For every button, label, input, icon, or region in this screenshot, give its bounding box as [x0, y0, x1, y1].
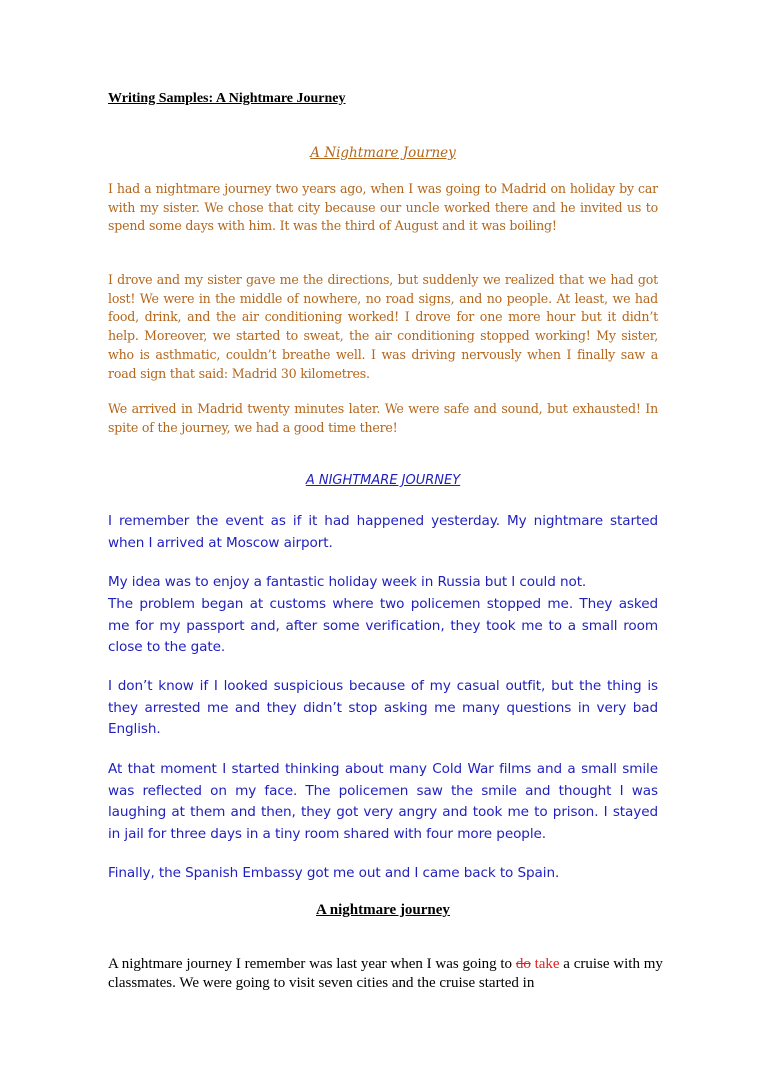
sample-1-paragraph: We arrived in Madrid twenty minutes later. We were safe and sound, but exhausted! In spite of the journey, we had a good time there!: [108, 401, 658, 435]
sample-1-paragraph: I had a nightmare journey two years ago, when I was going to Madrid on holiday by car with my sister. We chose that city because our uncle worked there and he invited us to spend some days with him. It was the third of August and it was boiling!: [108, 181, 658, 234]
sample-3-paragraph: [108, 955, 668, 993]
sample-2-paragraph: I don’t know if I looked suspicious because of my casual outfit, but the thing is they arrested me and they didn’t stop asking me many questions in very bad English.: [108, 678, 658, 737]
sample-2-paragraph: My idea was to enjoy a fantastic holiday week in Russia but I could not.: [108, 574, 587, 590]
sample-2-paragraph: I remember the event as if it had happened yesterday. My nightmare started when I arrived at Moscow airport.: [108, 513, 658, 551]
sample-1-paragraph: I drove and my sister gave me the directions, but suddenly we realized that we had got lost! We were in the middle of nowhere, no road signs, and no people. At least, we had food, drink, and the air conditioning worked! I drove for one more hour but it didn’t help. Moreover, we started to sweat, the air conditioning stopped working! My sister, who is asthmatic, couldn’t breathe well. I was driving nervously when I finally saw a road sign that said: Madrid 30 kilometres.: [108, 272, 658, 381]
paragraph-text-end: a cruise with my classmates. We were going to visit seven cities and the cruise started in: [108, 956, 663, 991]
sample-1-title: A Nightmare Journey: [310, 145, 456, 161]
sample-2-title: A NIGHTMARE JOURNEY: [305, 473, 461, 488]
document-heading: Writing Samples: A Nightmare Journey: [108, 91, 346, 106]
sample-2-paragraph: Finally, the Spanish Embassy got me out and I came back to Spain.: [108, 865, 560, 881]
sample-2-paragraph: The problem began at customs where two policemen stopped me. They asked me for my passport and, after some verification, they took me to a small room close to the gate.: [108, 596, 658, 655]
sample-2-paragraph: At that moment I started thinking about many Cold War films and a small smile was reflected on my face. The policemen saw the smile and thought I was laughing at them and then, they got very angry and took me to prison. I stayed in jail for three days in a tiny room shared with four more people.: [108, 761, 658, 842]
deleted-word: do: [515, 956, 531, 972]
sample-3-title: A nightmare journey: [316, 902, 450, 918]
inserted-word: take: [534, 956, 560, 972]
paragraph-text-start: A nightmare journey I remember was last year when I was going to: [108, 956, 516, 972]
